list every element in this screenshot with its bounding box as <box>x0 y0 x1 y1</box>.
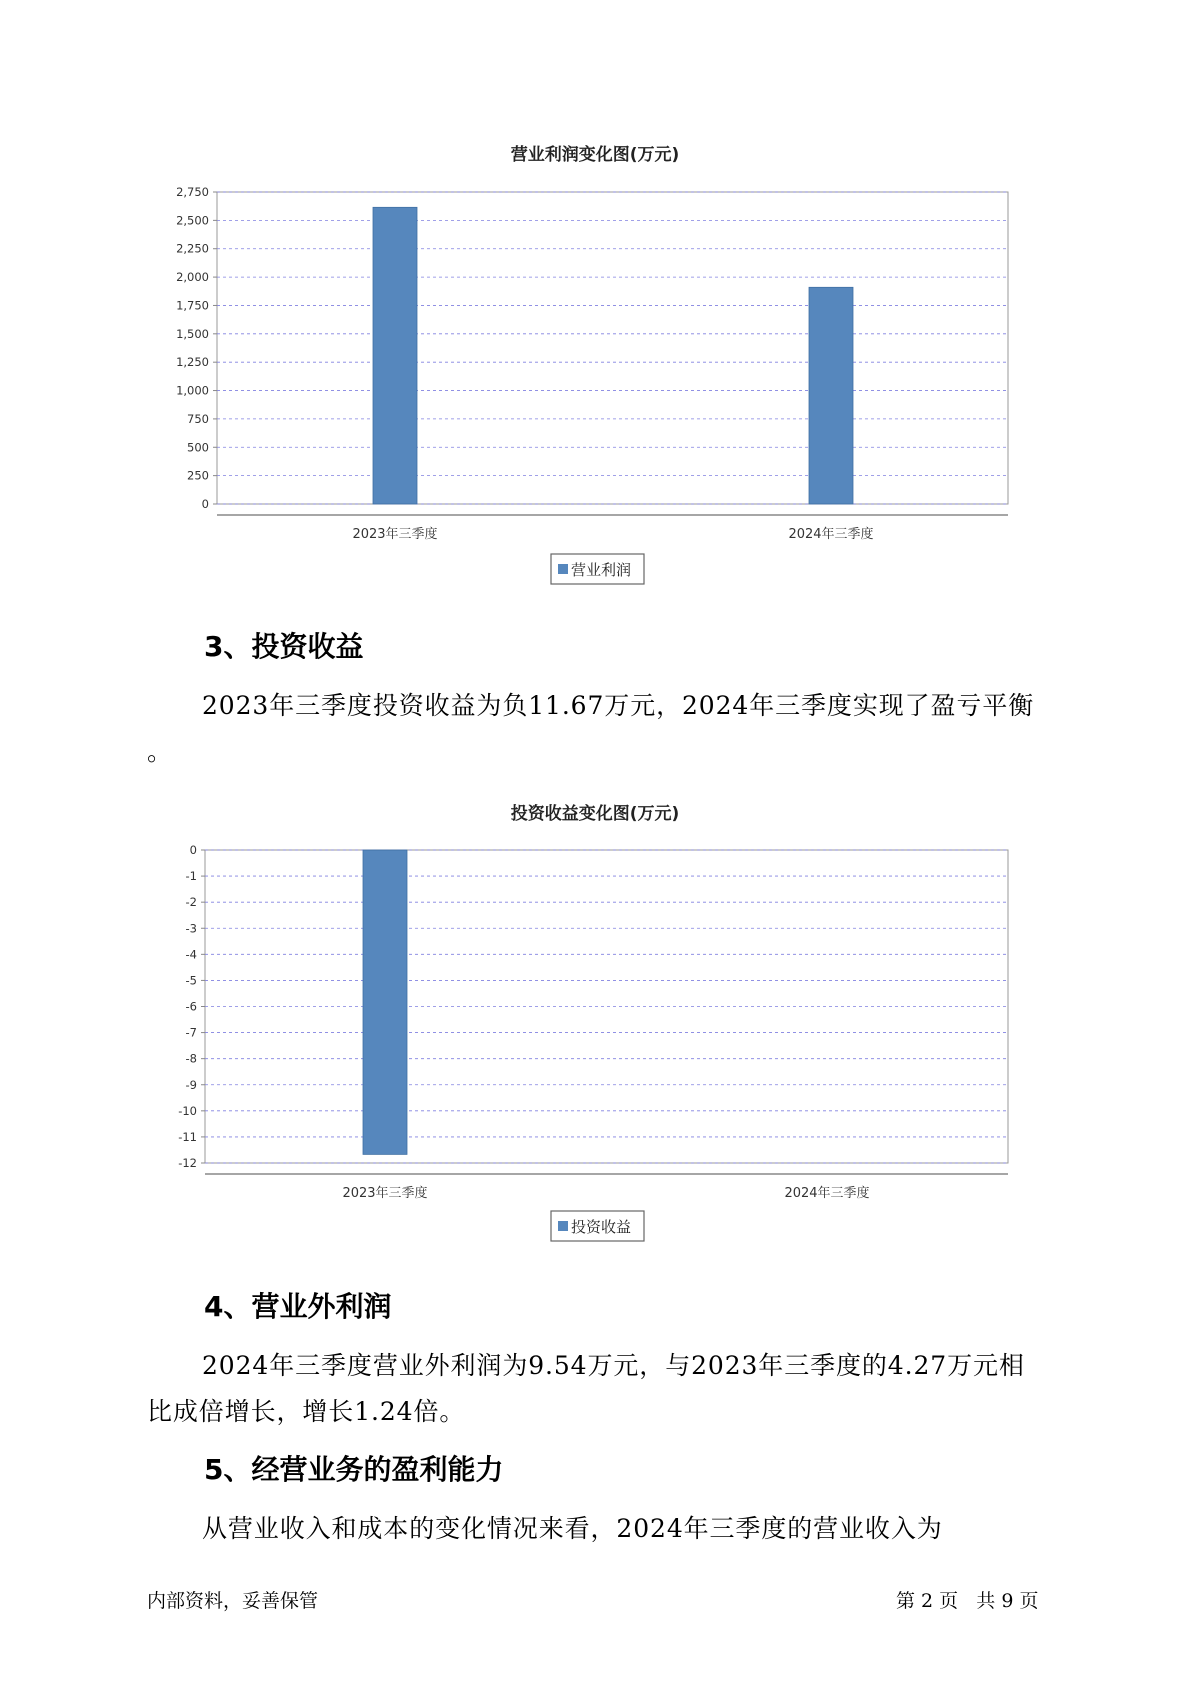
y-tick-label: -3 <box>185 921 197 936</box>
y-tick-label: 500 <box>187 440 209 455</box>
footer-page-number: 第 2 页 共 9 页 <box>896 1590 1039 1612</box>
paragraph-line: 2024年三季度营业外利润为9.54万元，与2023年三季度的4.27万元相 <box>202 1351 1025 1380</box>
legend-swatch <box>558 1221 568 1231</box>
chart-title: 投资收益变化图(万元) <box>510 804 680 824</box>
y-tick-label: -9 <box>185 1077 197 1092</box>
chart-title: 营业利润变化图(万元) <box>510 145 680 165</box>
section-heading: 4、营业外利润 <box>204 1290 392 1323</box>
category-label: 2024年三季度 <box>788 527 874 542</box>
y-tick-label: 0 <box>201 497 209 511</box>
operating-profit-chart <box>0 130 1191 600</box>
legend-swatch <box>558 564 568 574</box>
footer-left: 内部资料，妥善保管 <box>147 1590 319 1612</box>
investment-income-chart <box>0 790 1191 1260</box>
paragraph-line: 2023年三季度投资收益为负11.67万元，2024年三季度实现了盈亏平衡 <box>202 691 1035 720</box>
section-heading: 3、投资收益 <box>204 630 364 663</box>
y-tick-label: 1,500 <box>176 326 209 341</box>
y-tick-label: -2 <box>185 895 197 910</box>
legend <box>551 1211 644 1241</box>
y-tick-label: -12 <box>178 1156 197 1170</box>
y-tick-label: 1,750 <box>176 298 209 313</box>
bar-2024年三季度 <box>809 287 853 504</box>
section-heading: 5、经营业务的盈利能力 <box>204 1453 504 1486</box>
paragraph-line: 从营业收入和成本的变化情况来看，2024年三季度的营业收入为 <box>202 1514 943 1543</box>
legend <box>551 554 644 584</box>
y-tick-label: -8 <box>185 1051 197 1066</box>
y-tick-label: -4 <box>185 947 197 962</box>
bars <box>363 850 407 1154</box>
y-tick-label: 2,500 <box>176 213 209 228</box>
category-label: 2023年三季度 <box>342 1186 428 1201</box>
y-tick-label: 1,250 <box>176 355 209 370</box>
paragraph-line: 比成倍增长，增长1.24倍。 <box>147 1397 466 1426</box>
bar-2023年三季度 <box>373 207 417 504</box>
bar-2023年三季度 <box>363 850 407 1154</box>
category-label: 2023年三季度 <box>352 527 438 542</box>
y-tick-label: 1,000 <box>176 383 209 398</box>
category-label: 2024年三季度 <box>784 1186 870 1201</box>
y-tick-label: -10 <box>178 1103 197 1118</box>
y-tick-label: 2,250 <box>176 241 209 256</box>
legend-label: 营业利润 <box>571 561 632 579</box>
plot-area <box>217 192 1008 504</box>
y-tick-label: 0 <box>189 843 197 857</box>
y-tick-label: -6 <box>185 999 197 1014</box>
y-tick-label: 2,000 <box>176 270 209 285</box>
y-tick-label: 2,750 <box>176 185 209 199</box>
legend-label: 投资收益 <box>571 1218 632 1236</box>
y-tick-label: 250 <box>187 468 209 483</box>
y-axis <box>176 185 217 511</box>
y-tick-label: 750 <box>187 411 209 426</box>
y-tick-label: -11 <box>178 1129 197 1144</box>
y-tick-label: -1 <box>185 869 197 884</box>
paragraph-line: 。 <box>147 737 173 766</box>
y-tick-label: -7 <box>185 1025 197 1040</box>
y-tick-label: -5 <box>185 973 197 988</box>
y-axis <box>178 843 205 1170</box>
